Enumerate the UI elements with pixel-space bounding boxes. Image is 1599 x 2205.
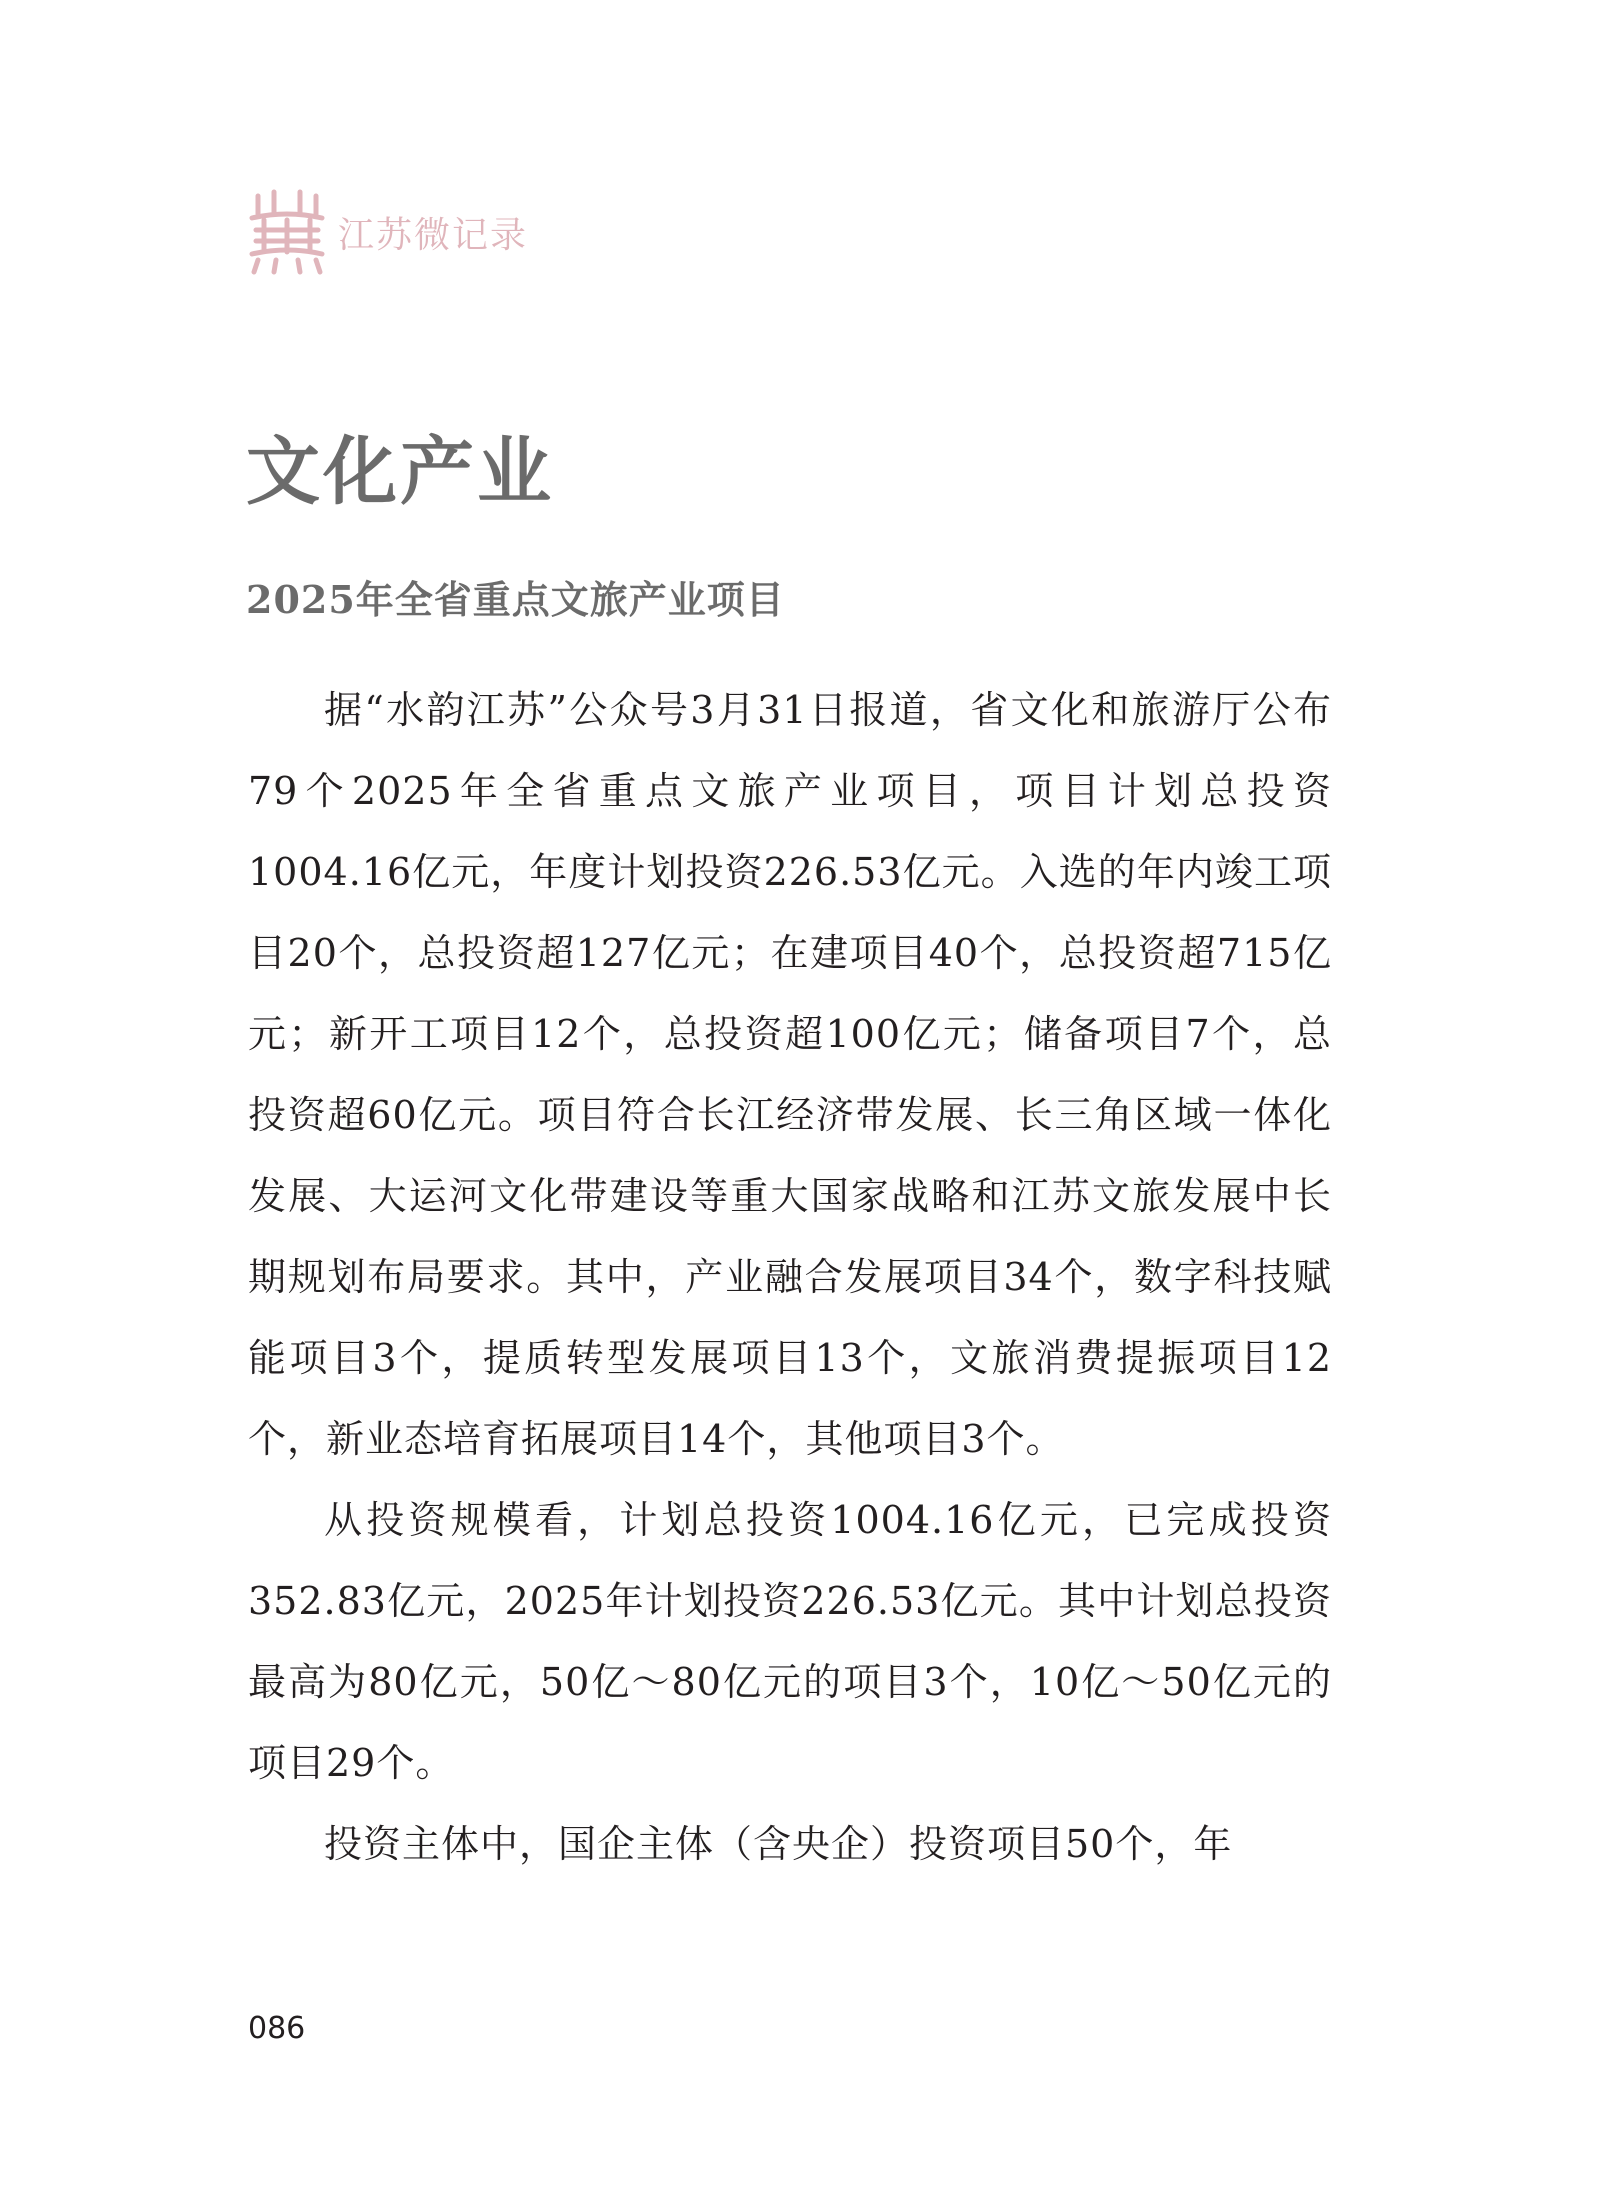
page-number: 086	[248, 2011, 306, 2046]
section-title: 文化产业	[246, 429, 554, 515]
paragraph: 投资主体中，国企主体（含央企）投资项目50个，年	[324, 1822, 1233, 1866]
article-subtitle: 2025年全省重点文旅产业项目	[246, 577, 785, 622]
paragraph: 据“水韵江苏”公众号3月31日报道，省文化和旅游厅公布79个2025年全省重点文旅产业项目，项目计划总投资1004.16亿元，年度计划投资226.53亿元。入选的年内竣工项目20个，总投资超127亿元；在建项目40个，总投资超715亿元；新开工项目12个，总投资超100亿元；储备项目7个，总投资超60亿元。项目符合长江经济带发展、长三角区域一体化发展、大运河文化带建设等重大国家战略和江苏文旅发展中长期规划布局要求。其中，产业融合发展项目34个，数字科技赋能项目3个，提质转型发展项目13个，文旅消费提振项目12个，新业态培育拓展项目14个，其他项目3个。	[248, 688, 1332, 1461]
series-logo-icon	[248, 188, 326, 276]
page-header	[248, 188, 528, 276]
paragraph: 从投资规模看，计划总投资1004.16亿元，已完成投资352.83亿元，2025年计划投资226.53亿元。其中计划总投资最高为80亿元，50亿～80亿元的项目3个，10亿～50亿元的项目29个。	[248, 1498, 1332, 1785]
series-title: 江苏微记录	[338, 214, 529, 256]
article-body	[248, 670, 1332, 1885]
